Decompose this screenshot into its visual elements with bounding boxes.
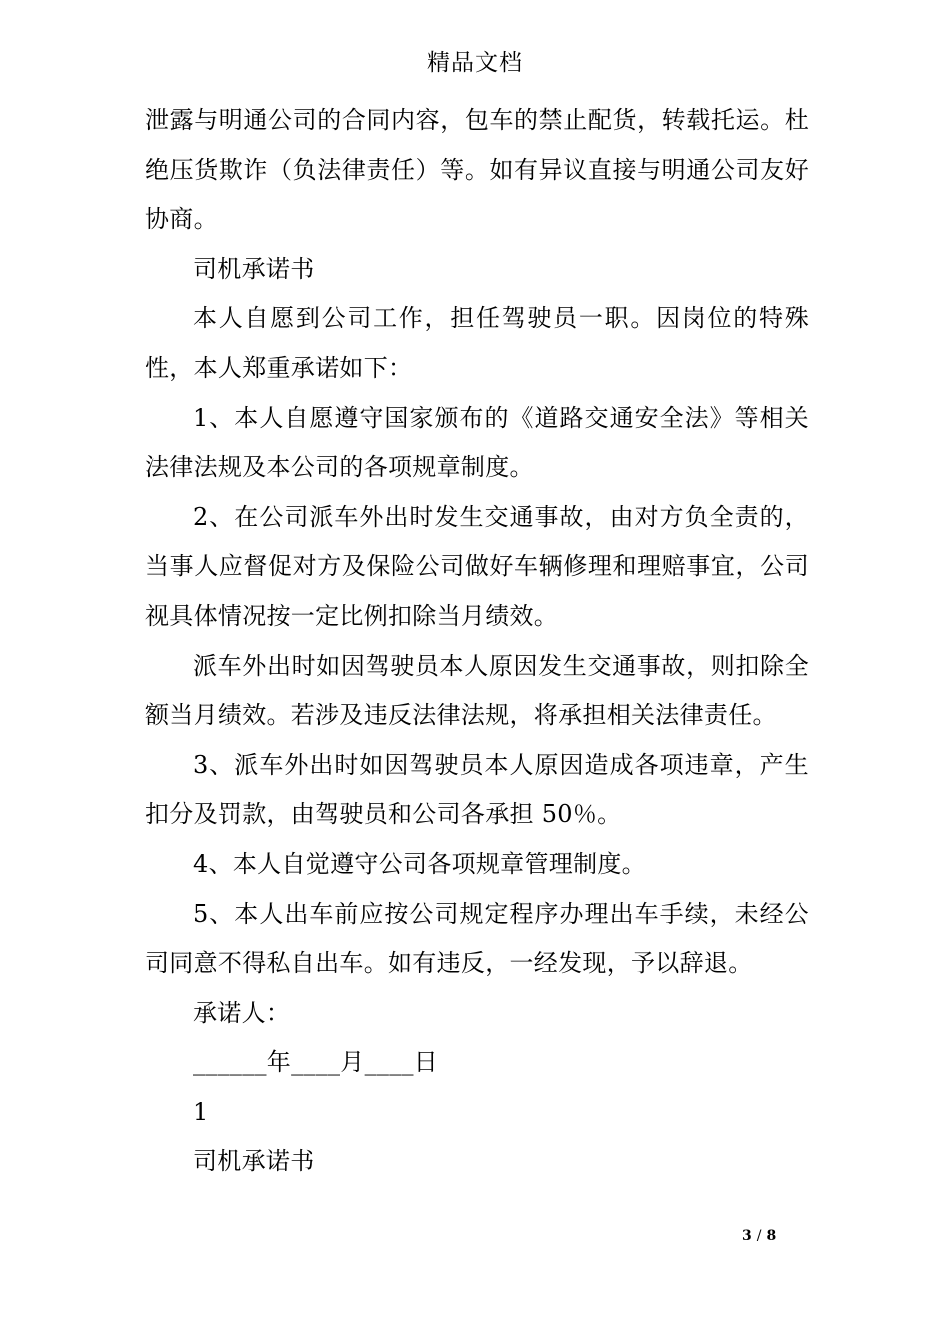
paragraph-item-5: 5、本人出车前应按公司规定程序办理出车手续，未经公司同意不得私自出车。如有违反，一经发现，予以辞退。 xyxy=(145,899,809,978)
section-title-repeat: 司机承诺书 xyxy=(193,1147,315,1176)
page-header: 精品文档 xyxy=(427,50,523,76)
paragraph-item-1: 1、本人自愿遵守国家颁布的《道路交通安全法》等相关法律法规及本公司的各项规章制度。 xyxy=(145,403,809,482)
section-title: 司机承诺书 xyxy=(193,254,315,283)
page-separator: / xyxy=(756,1228,762,1244)
paragraph-intro: 本人自愿到公司工作，担任驾驶员一职。因岗位的特殊性，本人郑重承诺如下： xyxy=(145,304,809,382)
paragraph-item-3: 3、派车外出时如因驾驶员本人原因造成各项违章，产生扣分及罚款，由驾驶员和公司各承担 50％。 xyxy=(145,750,809,829)
number-line: 1 xyxy=(193,1097,209,1126)
paragraph-item-2: 2、在公司派车外出时发生交通事故，由对方负全责的，当事人应督促对方及保险公司做好车辆修理和理赔事宜，公司视具体情况按一定比例扣除当月绩效。 xyxy=(145,502,809,630)
document-body xyxy=(145,96,809,1187)
page-number xyxy=(742,1226,776,1246)
paragraph-continuation: 泄露与明通公司的合同内容，包车的禁止配货，转载托运。杜绝压货欺诈（负法律责任）等。如有异议直接与明通公司友好协商。 xyxy=(145,106,809,234)
signatory-label: 承诺人： xyxy=(193,998,291,1027)
current-page-number: 3 xyxy=(742,1228,752,1244)
date-line: ______年____月____日 xyxy=(193,1048,439,1077)
paragraph-item-4: 4、本人自觉遵守公司各项规章管理制度。 xyxy=(193,849,646,878)
paragraph-item-2-continued: 派车外出时如因驾驶员本人原因发生交通事故，则扣除全额当月绩效。若涉及违反法律法规，将承担相关法律责任。 xyxy=(145,651,809,730)
total-pages-number: 8 xyxy=(766,1228,777,1244)
